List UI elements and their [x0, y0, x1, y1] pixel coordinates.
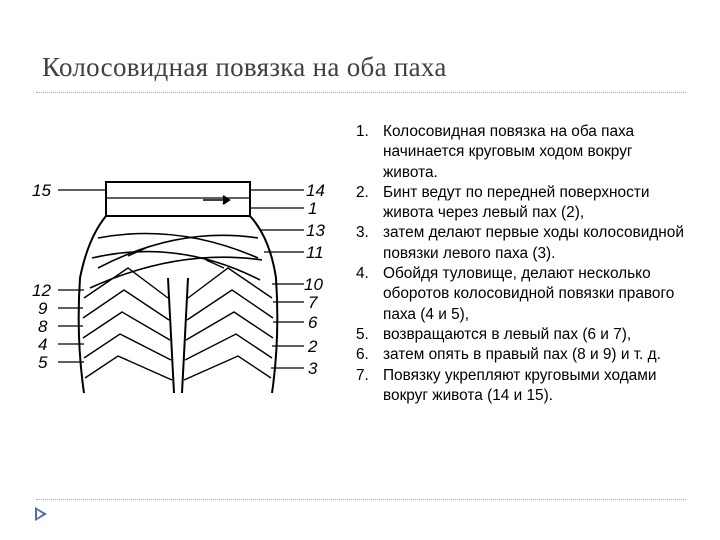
footer-divider	[36, 499, 686, 500]
figure-label-1: 1	[308, 199, 318, 218]
step-number: 4.	[356, 265, 369, 283]
step-number: 5.	[356, 325, 369, 343]
figure-label-12: 12	[32, 281, 51, 300]
figure-label-5: 5	[38, 353, 48, 372]
step-number: 2.	[356, 183, 369, 201]
list-item	[356, 325, 686, 345]
step-text: возвращаются в левый пах (6 и 7),	[383, 325, 632, 343]
list-item	[356, 223, 686, 264]
step-number: 1.	[356, 123, 369, 140]
figure-label-15: 15	[32, 181, 51, 200]
step-number: 3.	[356, 224, 369, 242]
figure-label-14: 14	[306, 181, 325, 200]
title-divider	[36, 92, 686, 93]
figure-label-6: 6	[308, 313, 318, 332]
triangle-bullet-icon	[34, 506, 48, 522]
step-text: затем делают первые ходы колосовидной повязки левого паха (3).	[383, 224, 684, 262]
figure-label-10: 10	[304, 275, 323, 294]
step-text: Повязку укрепляют круговыми ходами вокруг живота (14 и 15).	[383, 366, 657, 404]
figure-label-3: 3	[308, 359, 318, 378]
figure-label-8: 8	[38, 317, 48, 336]
figure-label-2: 2	[308, 337, 318, 356]
list-item	[356, 366, 686, 407]
figure-label-4: 4	[38, 335, 48, 354]
steps-list	[356, 122, 686, 406]
figure-label-13: 13	[306, 221, 325, 240]
list-item	[356, 122, 686, 183]
step-text: затем опять в правый пах (8 и 9) и т. д.	[383, 346, 661, 364]
list-item	[356, 183, 686, 224]
step-number: 7.	[356, 366, 369, 384]
figure-label-9: 9	[38, 299, 48, 318]
list-item	[356, 264, 686, 325]
step-number: 6.	[356, 346, 369, 364]
slide-title: Колосовидная повязка на оба паха	[42, 52, 447, 82]
bandage-illustration	[28, 168, 338, 398]
step-text: Обойдя туловище, делают несколько оборотов колосовидной повязки правого паха (4 и 5),	[383, 265, 675, 323]
figure-label-7: 7	[308, 293, 318, 312]
figure-label-11: 11	[306, 243, 324, 262]
step-text: Колосовидная повязка на оба паха начинается круговым ходом вокруг живота.	[383, 123, 635, 181]
list-item	[356, 345, 686, 365]
step-text: Бинт ведут по передней поверхности живота через левый пах (2),	[383, 183, 650, 222]
